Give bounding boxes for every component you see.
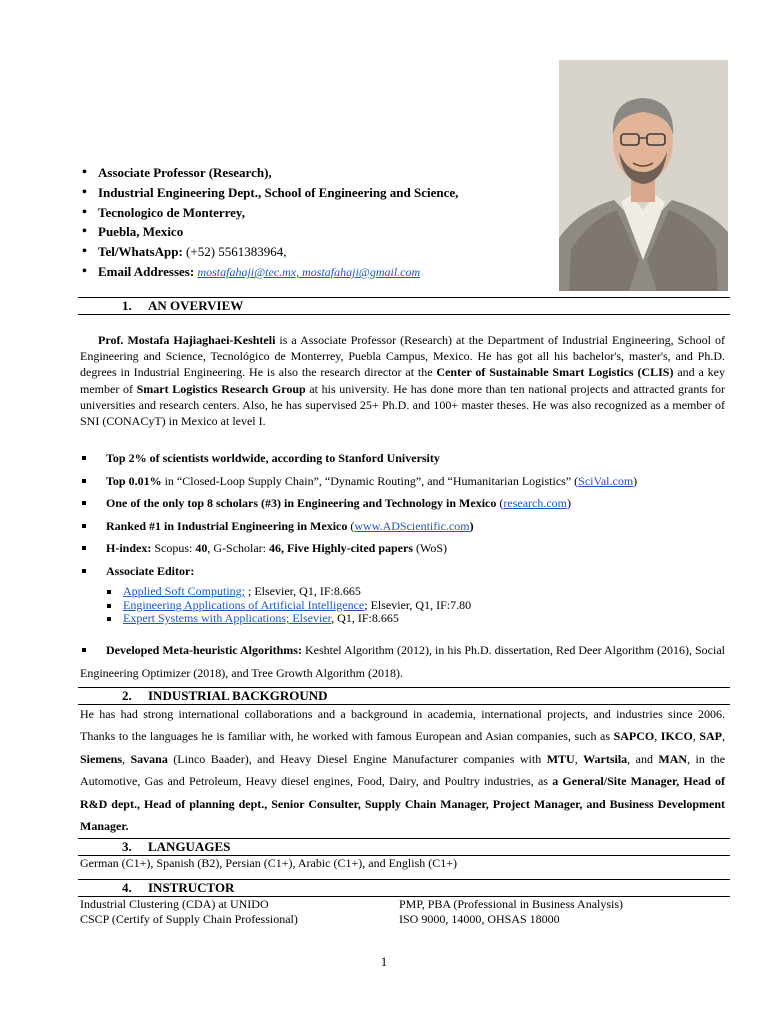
contact-location <box>80 222 550 242</box>
email-label: Email Addresses: <box>98 263 195 279</box>
highlight-scival <box>80 470 730 493</box>
journal-details: ; Elsevier, Q1, IF:8.665 <box>245 584 361 598</box>
highlight-bold: Ranked #1 in Industrial Engineering in Mexico <box>106 518 348 533</box>
highlight-bold: H-index: <box>106 541 152 556</box>
instructor-cert: PMP, PBA (Professional in Business Analysis) <box>399 897 624 911</box>
journal-link[interactable]: Engineering Applications of Artificial Intelligence <box>123 597 365 612</box>
meta-bold: Developed Meta-heuristic Algorithms: <box>106 643 302 657</box>
journal-link[interactable]: Expert Systems with Applications; Elsevier <box>123 611 332 625</box>
highlight-text: in “Closed-Loop Supply Chain”, “Dynamic Routing”, and “Humanitarian Logistics” ( <box>161 473 579 488</box>
instructor-cert: ISO 9000, 14000, OHSAS 18000 <box>399 912 560 926</box>
meta-heuristic-item <box>80 639 725 684</box>
section-languages-heading <box>78 838 730 856</box>
page-number: 1 <box>380 954 388 969</box>
editor-item <box>105 612 705 626</box>
editor-list <box>105 585 705 626</box>
journal-details: , Q1, IF:8.665 <box>331 611 399 625</box>
company-name: Siemens <box>80 751 122 766</box>
section-title: AN OVERVIEW <box>148 298 244 313</box>
slrg-group: Smart Logistics Research Group <box>136 381 306 396</box>
highlight-text: ) <box>567 496 572 511</box>
adscientific-link[interactable]: www.ADScientific.com <box>354 518 470 533</box>
contact-university <box>80 203 550 223</box>
email-link[interactable]: mostafahaji@tec.mx, mostafahaji@gmail.com <box>197 264 421 279</box>
company-name: Savana <box>130 751 168 766</box>
industrial-text: , <box>654 729 661 744</box>
company-name: MTU <box>546 751 575 766</box>
phone-value: (+52) 5561383964, <box>186 244 287 260</box>
highlight-text: , G-Scholar: <box>207 541 270 556</box>
company-name: SAPCO <box>613 729 655 744</box>
highlight-text: ( <box>347 518 355 533</box>
section-number: 3. <box>122 839 132 854</box>
highlight-text: ( <box>496 496 504 511</box>
section-title: INDUSTRIAL BACKGROUND <box>148 688 328 703</box>
position-text: Associate Professor (Research), <box>98 165 272 180</box>
journal-link[interactable]: Applied Soft Computing; <box>123 584 246 598</box>
section-number: 4. <box>122 880 132 895</box>
highlight-stanford <box>80 447 730 470</box>
company-name: MAN <box>658 751 688 766</box>
industrial-text: , <box>692 729 700 744</box>
highlight-bold: One of the only top 8 scholars (#3) in Engineering and Technology in Mexico <box>106 496 497 511</box>
overview-text: is a Associate Professor (Research) at the Department of Industrial Engineering, School of Engineering and Science, Tecnológico de Monterrey, Puebla Campus, Mexico. He has got all his bachelor's, master's, and Ph.D. degrees in Industrial Engineering. He is also the research director at the <box>80 333 725 380</box>
contact-info <box>80 163 550 283</box>
highlight-text: Scopus: <box>151 541 196 556</box>
company-name: IKCO <box>660 729 693 744</box>
clis-center: Center of Sustainable Smart Logistics (CLIS) <box>436 365 674 380</box>
profile-photo <box>559 60 728 291</box>
location-text: Puebla, Mexico <box>98 224 184 240</box>
highlight-bold: 46, Five Highly-cited papers <box>269 541 414 556</box>
highlight-text: Top 2% of scientists worldwide, according to Stanford University <box>106 451 440 465</box>
section-instructor-heading <box>78 879 730 897</box>
meta-text: Keshtel Algorithm (2012), in his Ph.D. dissertation, Red Deer Algorithm (2016), Social Engineering Optimizer (2018), and Tree Growth Algorithm (2018). <box>80 643 726 680</box>
overview-text: and a key member of <box>80 365 726 396</box>
section-title: INSTRUCTOR <box>148 880 235 895</box>
contact-phone <box>80 242 550 262</box>
highlight-bold: 40 <box>195 541 208 556</box>
section-title: LANGUAGES <box>148 839 231 854</box>
highlight-text: (WoS) <box>413 541 448 556</box>
roles-list: a General/Site Manager, Head of R&D dept., Head of planning dept., Senior Consulter, Supply Chain Manager, Project Manager, and Business Development Manager. <box>80 774 725 834</box>
research-com-link[interactable]: research.com <box>503 496 568 511</box>
industrial-text: (Linco Baader), and Heavy Diesel Engine Manufacturer companies with <box>167 751 547 766</box>
instructor-cert: Industrial Clustering (CDA) at UNIDO <box>80 897 269 911</box>
highlight-bold: Top 0.01% <box>106 473 162 488</box>
company-name: Wartsila <box>583 751 628 766</box>
highlight-text: ) <box>633 473 638 488</box>
overview-text: at his university. He has done more than ten national projects and attracted grants for universities and research centers. Also, he has supervised 25+ Ph.D. and 100+ master theses. He was also recognized as a member of SNI (CONACyT) in Mexico at level I. <box>80 381 726 429</box>
industrial-text: , <box>574 751 584 766</box>
industrial-paragraph <box>80 703 725 837</box>
editor-item <box>105 585 705 599</box>
industrial-text: , <box>122 751 131 766</box>
instructor-row <box>80 897 725 912</box>
highlight-text: ) <box>469 518 474 533</box>
industrial-text: , and <box>627 751 659 766</box>
industrial-text: , <box>722 729 726 744</box>
industrial-text: , in the Automotive, Gas and Petroleum, Heavy diesel engines, Food, Dairy, and Poultry industries, as <box>80 751 726 789</box>
portrait-image <box>559 60 728 291</box>
highlight-bold: Associate Editor: <box>106 563 195 578</box>
bullet-square <box>82 648 86 652</box>
section-overview-heading <box>78 297 730 315</box>
company-name: SAP <box>699 729 723 744</box>
highlight-hindex <box>80 537 730 560</box>
university-text: Tecnologico de Monterrey, <box>98 204 245 220</box>
highlight-adscientific <box>80 515 730 538</box>
instructor-cert: CSCP (Certify of Supply Chain Professional) <box>80 912 298 926</box>
department-text: Industrial Engineering Dept., School of Engineering and Science, <box>98 184 459 200</box>
journal-details: ; Elsevier, Q1, IF:7.80 <box>364 597 472 612</box>
instructor-row <box>80 912 725 927</box>
highlights-list <box>80 447 730 583</box>
professor-name: Prof. Mostafa Hajiaghaei-Keshteli <box>98 333 276 347</box>
overview-paragraph <box>80 332 725 429</box>
languages-text: German (C1+), Spanish (B2), Persian (C1+), Arabic (C1+), and English (C1+) <box>80 856 458 870</box>
industrial-text: He has had strong international collaborations and a background in academia, international projects, and industries since 2006. Thanks to the languages he is familiar with, he worked with famous European and Asian companies, such as <box>80 707 725 744</box>
contact-email <box>80 262 550 283</box>
scival-link[interactable]: SciVal.com <box>578 473 634 488</box>
highlight-research-com <box>80 492 730 515</box>
contact-department <box>80 183 550 203</box>
highlight-editor <box>80 560 730 583</box>
section-number: 2. <box>122 688 132 703</box>
editor-item <box>105 599 705 613</box>
phone-label: Tel/WhatsApp: <box>98 244 183 260</box>
section-number: 1. <box>122 298 132 313</box>
contact-position <box>80 163 550 183</box>
